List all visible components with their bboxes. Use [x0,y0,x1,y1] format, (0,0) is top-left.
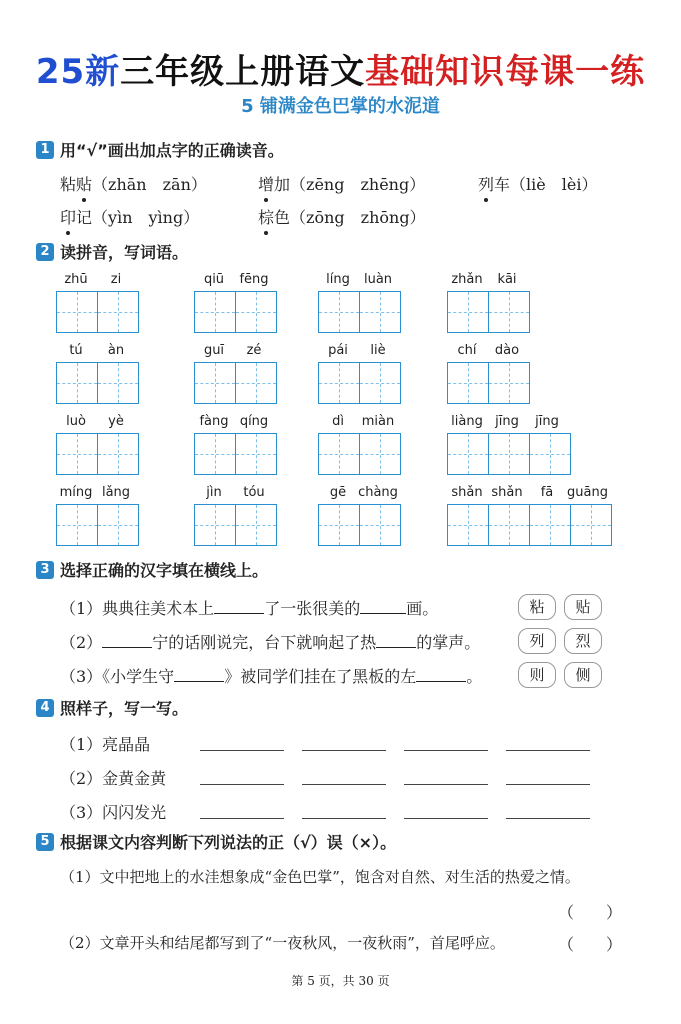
title-part-3: 基础知识每课一练 [365,52,646,92]
word-group-2-boxes [194,291,277,333]
s5-q2-answer-paren[interactable]: （ ） [558,935,623,954]
s3-q1-part-c: 画。 [406,599,439,618]
s4-answer-line[interactable] [404,784,488,785]
word-group-14-boxes [194,504,277,546]
word-group-15-pinyin [318,485,401,500]
word-group-14 [194,485,277,546]
s3-q1-blank-1[interactable] [214,613,264,614]
writing-cell[interactable] [359,505,400,545]
writing-cell[interactable] [359,363,400,403]
s1-item-2-pinyin: （zēng zhēng） [290,175,426,194]
word-group-12-pinyin [447,414,571,429]
s3-q1-option-2[interactable]: 贴 [564,594,602,620]
pinyin-syllable: chí [457,343,477,358]
s3-q1-blank-2[interactable] [360,613,406,614]
s5-question-2: （2）文章开头和结尾都写到了“一夜秋风，一夜秋雨”，首尾呼应。 [60,934,505,952]
s1-item-3-char2: 车 [494,175,511,194]
pinyin-syllable: luò [66,414,86,429]
word-group-3-pinyin [318,272,401,287]
s3-q3-part-a: （3）《小学生守 [60,667,175,686]
word-group-10 [194,414,277,475]
pinyin-syllable: yè [108,414,124,429]
word-group-7-boxes [318,362,401,404]
pinyin-syllable: jīng [495,414,519,429]
pinyin-syllable: jīng [535,414,559,429]
section-5-text: 根据课文内容判断下列说法的正（√）误（×）。 [60,833,397,852]
pinyin-syllable: kāi [497,272,517,287]
pinyin-syllable: pái [328,343,348,358]
writing-cell[interactable] [57,363,97,403]
word-group-5 [56,343,139,404]
writing-cell[interactable] [529,505,570,545]
pinyin-syllable: miàn [361,414,395,429]
s1-item-1-char2: 贴 [76,175,93,194]
word-group-8 [447,343,530,404]
s3-q3-part-c: 。 [466,667,483,686]
writing-cell[interactable] [97,363,138,403]
s3-q2-part-c: 的掌声。 [416,633,481,652]
page-number: 第 5 页，共 30 页 [291,974,390,988]
word-group-1-pinyin [56,272,139,287]
s5-question-1: （1）文中把地上的水洼想象成“金色巴掌”，饱含对自然、对生活的热爱之情。 [60,868,580,886]
s1-item-1 [60,172,207,195]
s4-answer-line[interactable] [302,750,386,751]
writing-cell[interactable] [488,292,529,332]
writing-cell[interactable] [488,363,529,403]
section-2-heading [36,240,188,263]
pinyin-syllable: tú [69,343,83,358]
word-group-9 [56,414,139,475]
section-1-badge: 1 [36,141,54,159]
s3-q1-part-a: （1）典典往美术本上 [60,599,215,618]
s4-answer-line[interactable] [200,784,284,785]
writing-cell[interactable] [488,505,529,545]
word-group-12 [447,414,571,475]
section-3-heading [36,558,268,581]
writing-cell[interactable] [97,292,138,332]
section-3-text: 选择正确的汉字填在横线上。 [60,561,269,580]
s4-answer-line[interactable] [506,750,590,751]
word-group-16-boxes [447,504,612,546]
section-3-badge: 3 [36,561,54,579]
s3-q2-part-b: 宁的话刚说完，台下就响起了热 [152,633,377,652]
word-group-5-boxes [56,362,139,404]
pinyin-syllable: liè [370,343,386,358]
pinyin-syllable: chàng [358,485,398,500]
word-group-1 [56,272,139,333]
pinyin-syllable: dì [332,414,344,429]
writing-cell[interactable] [57,292,97,332]
s4-item-3: （3）闪闪发光 [60,803,167,822]
word-group-3-boxes [318,291,401,333]
word-group-7 [318,343,401,404]
s1-item-4-pinyin: （yìn yìng） [92,208,200,227]
pinyin-syllable: líng [326,272,350,287]
s3-q3-options [518,662,610,688]
pinyin-syllable: zi [110,272,122,287]
s4-answer-line[interactable] [404,818,488,819]
pinyin-syllable: jìn [206,485,222,500]
pinyin-syllable: qíng [239,414,269,429]
s4-item-2: （2）金黄金黄 [60,769,167,788]
section-4-text: 照样子，写一写。 [60,699,189,718]
word-group-8-boxes [447,362,530,404]
pinyin-syllable: liàng [451,414,483,429]
word-group-8-pinyin [447,343,530,358]
word-group-11-boxes [318,433,401,475]
s1-item-4-char2: 记 [76,208,93,227]
s5-q1-answer-paren[interactable]: （ ） [558,903,623,922]
pinyin-syllable: qiū [203,272,225,287]
section-1-text: 用“√”画出加点字的正确读音。 [60,141,284,160]
writing-cell[interactable] [359,434,400,474]
pinyin-syllable: shǎn [451,485,483,500]
word-group-9-boxes [56,433,139,475]
s3-q2-part-a: （2） [60,633,103,652]
s4-answer-line[interactable] [506,818,590,819]
s3-q1-part-b: 了一张很美的 [264,599,361,618]
writing-cell[interactable] [235,434,276,474]
s4-item-1: （1）亮晶晶 [60,735,151,754]
section-4-badge: 4 [36,699,54,717]
s4-answer-line[interactable] [200,750,284,751]
document-title [0,44,681,93]
pinyin-syllable: fā [540,485,554,500]
writing-cell[interactable] [319,434,359,474]
s1-item-3 [478,172,597,195]
s3-q1-option-1[interactable]: 粘 [518,594,556,620]
writing-cell[interactable] [319,363,359,403]
word-group-4-pinyin [447,272,530,287]
word-group-6 [194,343,277,404]
title-part-2: 三年级上册语文 [120,52,366,92]
s1-item-1-char1: 粘 [60,175,77,194]
s4-answer-line[interactable] [404,750,488,751]
writing-cell[interactable] [319,505,359,545]
pinyin-syllable: lǎng [101,485,131,500]
s1-item-4 [60,205,199,228]
writing-cell[interactable] [570,505,611,545]
word-group-12-boxes [447,433,571,475]
pinyin-syllable: zhū [64,272,88,287]
s1-item-1-pinyin: （zhān zān） [92,175,207,194]
word-group-11-pinyin [318,414,401,429]
writing-cell[interactable] [57,505,97,545]
word-group-10-boxes [194,433,277,475]
word-group-5-pinyin [56,343,139,358]
word-group-3 [318,272,401,333]
title-part-1: 25新 [35,52,121,92]
s3-q2-option-2[interactable]: 烈 [564,628,602,654]
word-group-10-pinyin [194,414,277,429]
writing-cell[interactable] [97,505,138,545]
writing-cell[interactable] [235,363,276,403]
writing-cell[interactable] [448,505,488,545]
word-group-6-boxes [194,362,277,404]
s3-q3-blank-1[interactable] [174,681,224,682]
pinyin-syllable: zhǎn [451,272,483,287]
section-4-heading [36,696,188,719]
pinyin-syllable: gē [329,485,347,500]
s3-q3-blank-2[interactable] [416,681,466,682]
word-group-11 [318,414,401,475]
s3-q2-option-1[interactable]: 列 [518,628,556,654]
word-group-15 [318,485,401,546]
writing-cell[interactable] [235,505,276,545]
writing-cell[interactable] [319,292,359,332]
pinyin-syllable: fàng [199,414,229,429]
writing-cell[interactable] [529,434,570,474]
word-group-4 [447,272,530,333]
s4-answer-line[interactable] [302,784,386,785]
writing-cell[interactable] [195,363,235,403]
word-group-16 [447,485,612,546]
s3-q3-part-b: 》被同学们挂在了黑板的左 [224,667,417,686]
s4-answer-line[interactable] [200,818,284,819]
s3-q2-blank-2[interactable] [376,647,416,648]
s1-item-2-char1: 增 [258,175,275,194]
writing-cell[interactable] [195,505,235,545]
pinyin-syllable: àn [107,343,125,358]
writing-cell[interactable] [195,434,235,474]
s1-item-2-char2: 加 [274,175,291,194]
s3-q3-option-2[interactable]: 侧 [564,662,602,688]
s1-item-4-char1: 印 [60,208,77,227]
section-2-text: 读拼音，写词语。 [60,243,189,262]
s3-q1-options [518,594,610,620]
pinyin-syllable: tóu [243,485,265,500]
pinyin-syllable: zé [246,343,262,358]
word-group-4-boxes [447,291,530,333]
s1-item-5-pinyin: （zōng zhōng） [290,208,426,227]
section-1-heading [36,138,284,161]
pinyin-syllable: dào [494,343,520,358]
word-group-15-boxes [318,504,401,546]
writing-cell[interactable] [57,434,97,474]
s3-question-2 [60,630,480,653]
s1-item-5-char2: 色 [274,208,291,227]
pinyin-syllable: luàn [363,272,393,287]
s3-question-3 [60,664,482,687]
word-group-1-boxes [56,291,139,333]
writing-cell[interactable] [359,292,400,332]
s3-q2-blank-1[interactable] [102,647,152,648]
section-2-badge: 2 [36,243,54,261]
pinyin-syllable: fēng [239,272,269,287]
s3-q3-option-1[interactable]: 则 [518,662,556,688]
word-group-14-pinyin [194,485,277,500]
writing-cell[interactable] [448,292,488,332]
s1-item-2 [258,172,425,195]
s1-item-5 [258,205,426,228]
lesson-title: 5 铺满金色巴掌的水泥道 [241,96,440,117]
s4-answer-line[interactable] [506,784,590,785]
section-5-heading [36,830,396,853]
word-group-13-pinyin [56,485,139,500]
pinyin-syllable: guāng [567,485,608,500]
writing-cell[interactable] [235,292,276,332]
word-group-2 [194,272,277,333]
pinyin-syllable: shǎn [491,485,523,500]
section-5-badge: 5 [36,833,54,851]
pinyin-syllable: guī [203,343,225,358]
s1-item-3-char1: 列 [478,175,495,194]
s3-q2-options [518,628,610,654]
word-group-9-pinyin [56,414,139,429]
s1-item-3-pinyin: （liè lèi） [510,175,598,194]
word-group-13-boxes [56,504,139,546]
word-group-13 [56,485,139,546]
s4-answer-line[interactable] [302,818,386,819]
s1-item-5-char1: 棕 [258,208,275,227]
word-group-7-pinyin [318,343,401,358]
s3-question-1 [60,596,438,619]
writing-cell[interactable] [448,434,488,474]
writing-cell[interactable] [488,434,529,474]
word-group-16-pinyin [447,485,612,500]
word-group-6-pinyin [194,343,277,358]
writing-cell[interactable] [195,292,235,332]
writing-cell[interactable] [97,434,138,474]
word-group-2-pinyin [194,272,277,287]
writing-cell[interactable] [448,363,488,403]
pinyin-syllable: míng [59,485,93,500]
